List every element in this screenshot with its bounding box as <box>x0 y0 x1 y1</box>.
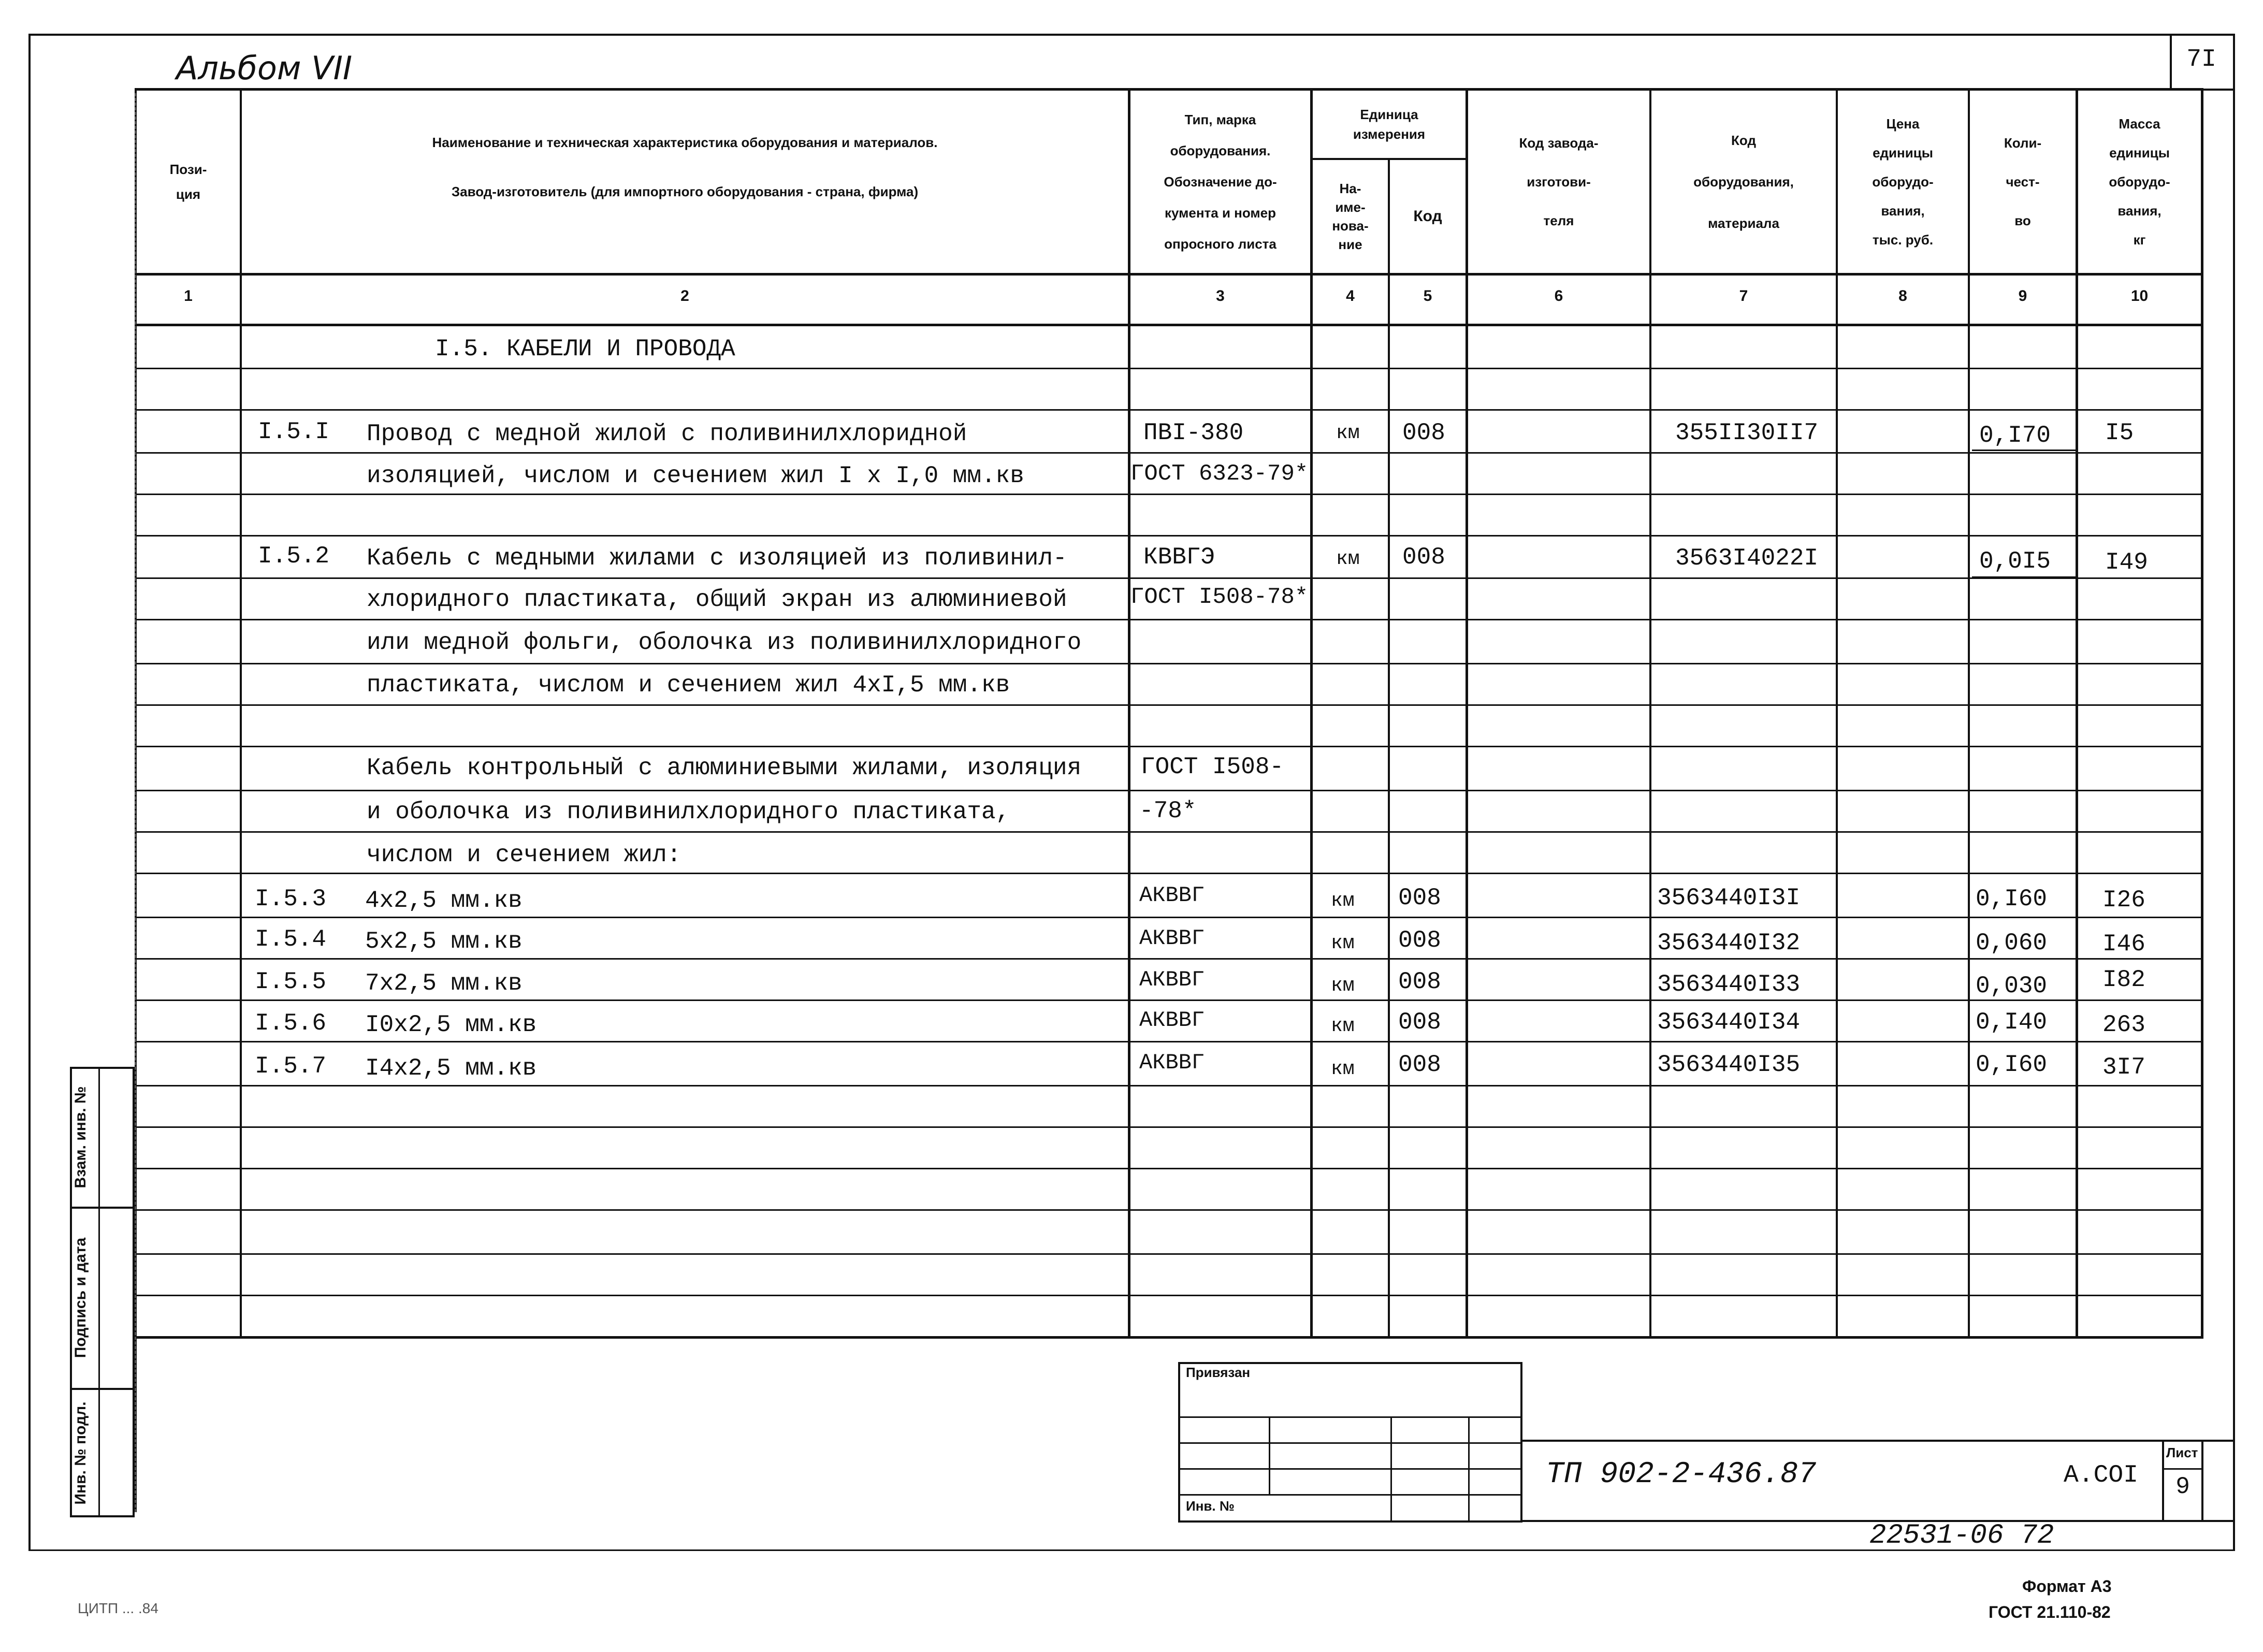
row-line <box>135 1085 2203 1086</box>
row-code: 008 <box>1398 927 1441 954</box>
colnum-10: 10 <box>2130 287 2149 305</box>
row-code: 008 <box>1402 544 1445 571</box>
row-mat: 355II30II7 <box>1675 419 1819 446</box>
row-unit: км <box>1336 548 1360 570</box>
col-line <box>1649 88 1651 1337</box>
row-type: ГОСТ I508-78* <box>1130 584 1309 610</box>
stamp-list-label: Лист <box>2166 1445 2198 1460</box>
header-col10: Масса единицы оборудо- вания, кг <box>2109 116 2170 248</box>
row-unit: км <box>1331 932 1355 954</box>
header-col9: Коли- чест- во <box>2004 135 2042 228</box>
col-line <box>1388 158 1390 1337</box>
row-line <box>135 958 2203 960</box>
format-label: Формат А3 <box>2022 1577 2112 1596</box>
row-mat: 3563440I34 <box>1657 1009 1801 1036</box>
col-line <box>2201 88 2203 1337</box>
row-code: 008 <box>1398 885 1441 911</box>
row-pos: I.5.4 <box>255 926 327 953</box>
row-mat: 3563440I33 <box>1657 971 1801 998</box>
stamp-doc-code: ТП 902-2-436.87 <box>1546 1458 1817 1491</box>
row-mat: 3563440I35 <box>1657 1051 1801 1078</box>
stamp-list-divider <box>2162 1468 2203 1470</box>
row-unit: км <box>1331 1015 1355 1037</box>
row-pos: I.5.6 <box>255 1010 327 1037</box>
row-name: и оболочка из поливинилхлоридного пластиката, <box>367 799 1010 825</box>
qty-underline <box>1972 576 2076 578</box>
row-name: хлоридного пластиката, общий экран из алюминиевой <box>367 586 1067 613</box>
outer-frame-left <box>28 34 31 1551</box>
row-line <box>135 746 2203 747</box>
table-bottom-line <box>135 1336 2203 1339</box>
stamp-line <box>1269 1416 1270 1494</box>
side-label-replace: Взам. инв. № <box>72 1086 89 1189</box>
row-line <box>135 577 2203 579</box>
stamp-line <box>1468 1416 1470 1523</box>
header-col2-line1: Наименование и техническая характеристика оборудования и материалов. <box>432 135 938 150</box>
row-line <box>135 535 2203 537</box>
row-line <box>135 999 2203 1001</box>
row-mass: I5 <box>2105 419 2134 446</box>
side-label-signature: Подпись и дата <box>72 1237 89 1358</box>
colnum-6: 6 <box>1554 287 1563 305</box>
row-mass: I46 <box>2102 931 2145 958</box>
stamp-line <box>1178 1468 1522 1470</box>
row-name: Кабель с медными жилами с изоляцией из поливинил- <box>367 545 1067 572</box>
row-code: 008 <box>1398 1009 1441 1036</box>
stamp-privyazan-label: Привязан <box>1186 1365 1251 1380</box>
row-line <box>135 1041 2203 1042</box>
row-code: 008 <box>1402 419 1445 446</box>
colnum-3: 3 <box>1216 287 1225 305</box>
row-type: КВВГЭ <box>1143 544 1215 571</box>
album-title: Альбом VII <box>176 49 353 87</box>
row-line <box>135 1126 2203 1128</box>
row-name: Провод с медной жилой с поливинилхлоридной <box>367 421 967 447</box>
row-mass: 263 <box>2102 1011 2145 1038</box>
col-line <box>1466 88 1468 1337</box>
row-name: Кабель контрольный с алюминиевыми жилами, изоляция <box>367 755 1082 781</box>
row-line <box>135 409 2203 411</box>
row-name: 7x2,5 мм.кв <box>365 970 523 997</box>
header-bottom-line <box>135 273 2203 276</box>
col-line <box>1128 88 1130 1337</box>
row-type: ПВI-380 <box>1143 419 1244 446</box>
col-line <box>240 88 242 1337</box>
row-type: АКВВГ <box>1139 926 1205 951</box>
header-col3: Тип, марка оборудования. Обозначение до- кумента и номер опросного листа <box>1164 112 1277 252</box>
row-line <box>135 873 2203 874</box>
header-col8: Цена единицы оборудо- вания, тыс. руб. <box>1872 116 1934 248</box>
row-mass: I26 <box>2102 887 2145 914</box>
gost-label: ГОСТ 21.110-82 <box>1989 1603 2111 1621</box>
row-qty: 0,0I5 <box>1979 548 2051 575</box>
header-col4: На- име- нова- ние <box>1332 181 1369 252</box>
row-line <box>135 917 2203 918</box>
row-type: ГОСТ I508- <box>1141 753 1284 780</box>
col-line <box>1968 88 1970 1337</box>
stamp-line <box>1178 1442 1522 1444</box>
stamp-line <box>1178 1494 1522 1496</box>
row-qty: 0,030 <box>1976 973 2048 999</box>
colnum-9: 9 <box>2018 287 2027 305</box>
row-line <box>135 494 2203 495</box>
row-line <box>135 1168 2203 1169</box>
row-line <box>135 619 2203 620</box>
row-line <box>135 704 2203 706</box>
row-qty: 0,I40 <box>1976 1009 2048 1036</box>
row-name: 4x2,5 мм.кв <box>365 887 523 914</box>
stamp-inv-label: Инв. № <box>1186 1498 1235 1514</box>
row-name: числом и сечением жил: <box>367 842 681 868</box>
header-col6: Код завода- изготови- теля <box>1519 135 1599 228</box>
section-title: I.5. КАБЕЛИ И ПРОВОДА <box>435 336 735 363</box>
row-qty: 0,I70 <box>1979 422 2051 449</box>
row-line <box>135 1295 2203 1296</box>
row-type: АКВВГ <box>1139 1008 1205 1033</box>
row-unit: км <box>1336 422 1360 444</box>
row-line <box>135 452 2203 454</box>
row-qty: 0,060 <box>1976 930 2048 957</box>
colnum-7: 7 <box>1739 287 1748 305</box>
colnum-8: 8 <box>1898 287 1907 305</box>
header-col2-line2: Завод-изготовитель (для импортного оборудования - страна, фирма) <box>451 184 919 199</box>
outer-frame-right <box>2233 34 2235 1551</box>
header-col5: Код <box>1413 208 1442 225</box>
footer-left: ЦИТП ... .84 <box>78 1600 158 1616</box>
stamp-line <box>1178 1416 1522 1418</box>
row-pos: I.5.3 <box>255 886 327 912</box>
archive-number: 22531-06 72 <box>1869 1520 2054 1552</box>
row-unit: км <box>1331 1058 1355 1080</box>
colnum-2: 2 <box>680 287 689 305</box>
row-type: АКВВГ <box>1139 1050 1205 1075</box>
header-col7: Код оборудования, материала <box>1693 133 1794 231</box>
col-line <box>1836 88 1838 1337</box>
row-mat: 3563I4022I <box>1675 545 1819 572</box>
row-pos: I.5.7 <box>255 1053 327 1080</box>
row-name: I0x2,5 мм.кв <box>365 1011 537 1038</box>
row-unit: км <box>1331 975 1355 997</box>
row-name: I4x2,5 мм.кв <box>365 1055 537 1082</box>
row-pos: I.5.I <box>258 418 330 445</box>
row-line <box>135 831 2203 833</box>
row-line <box>135 1253 2203 1255</box>
row-type: ГОСТ 6323-79* <box>1130 461 1309 487</box>
colnum-5: 5 <box>1423 287 1432 305</box>
row-type: АКВВГ <box>1139 883 1205 908</box>
header-col45: Единица измерения <box>1353 107 1426 142</box>
page-number: 7I <box>2186 46 2216 74</box>
row-name: изоляцией, числом и сечением жил I x I,0 мм.кв <box>367 462 1024 489</box>
stamp-list-number: 9 <box>2175 1473 2190 1500</box>
row-mass: 3I7 <box>2102 1054 2145 1081</box>
row-name: или медной фольги, оболочка из поливинилхлоридного <box>367 629 1082 656</box>
row-unit: км <box>1331 890 1355 912</box>
side-divider <box>98 1067 100 1517</box>
stamp-line <box>1390 1416 1392 1523</box>
row-code: 008 <box>1398 1051 1441 1078</box>
row-line <box>135 663 2203 664</box>
row-pos: I.5.2 <box>258 543 330 570</box>
side-label-inventory: Инв. № подл. <box>72 1401 89 1505</box>
row-line <box>135 1209 2203 1211</box>
colnum-bottom-line <box>135 324 2203 326</box>
qty-underline <box>1972 450 2076 451</box>
row-qty: 0,I60 <box>1976 886 2048 912</box>
colnum-4: 4 <box>1346 287 1355 305</box>
row-type: -78* <box>1139 798 1197 824</box>
col-line <box>1310 88 1313 1337</box>
colnum-1: 1 <box>184 287 193 305</box>
stamp-sheet-code: А.COI <box>2064 1461 2139 1489</box>
stamp-right-top <box>1522 1440 2235 1442</box>
row-line <box>135 368 2203 369</box>
header-col1: Пози- ция <box>169 162 207 202</box>
left-margin-dashes <box>135 93 136 1512</box>
row-mass: I82 <box>2102 966 2145 993</box>
row-name: 5x2,5 мм.кв <box>365 928 523 955</box>
row-code: 008 <box>1398 968 1441 995</box>
row-type: АКВВГ <box>1139 967 1205 992</box>
row-pos: I.5.5 <box>255 968 327 995</box>
row-qty: 0,I60 <box>1976 1051 2048 1078</box>
row-mat: 3563440I3I <box>1657 885 1801 911</box>
col-line <box>2076 88 2078 1337</box>
row-name: пластиката, числом и сечением жил 4xI,5 мм.кв <box>367 672 1010 699</box>
row-mass: I49 <box>2105 549 2148 576</box>
outer-frame-top <box>28 34 2235 36</box>
row-line <box>135 790 2203 791</box>
row-mat: 3563440I32 <box>1657 930 1801 957</box>
